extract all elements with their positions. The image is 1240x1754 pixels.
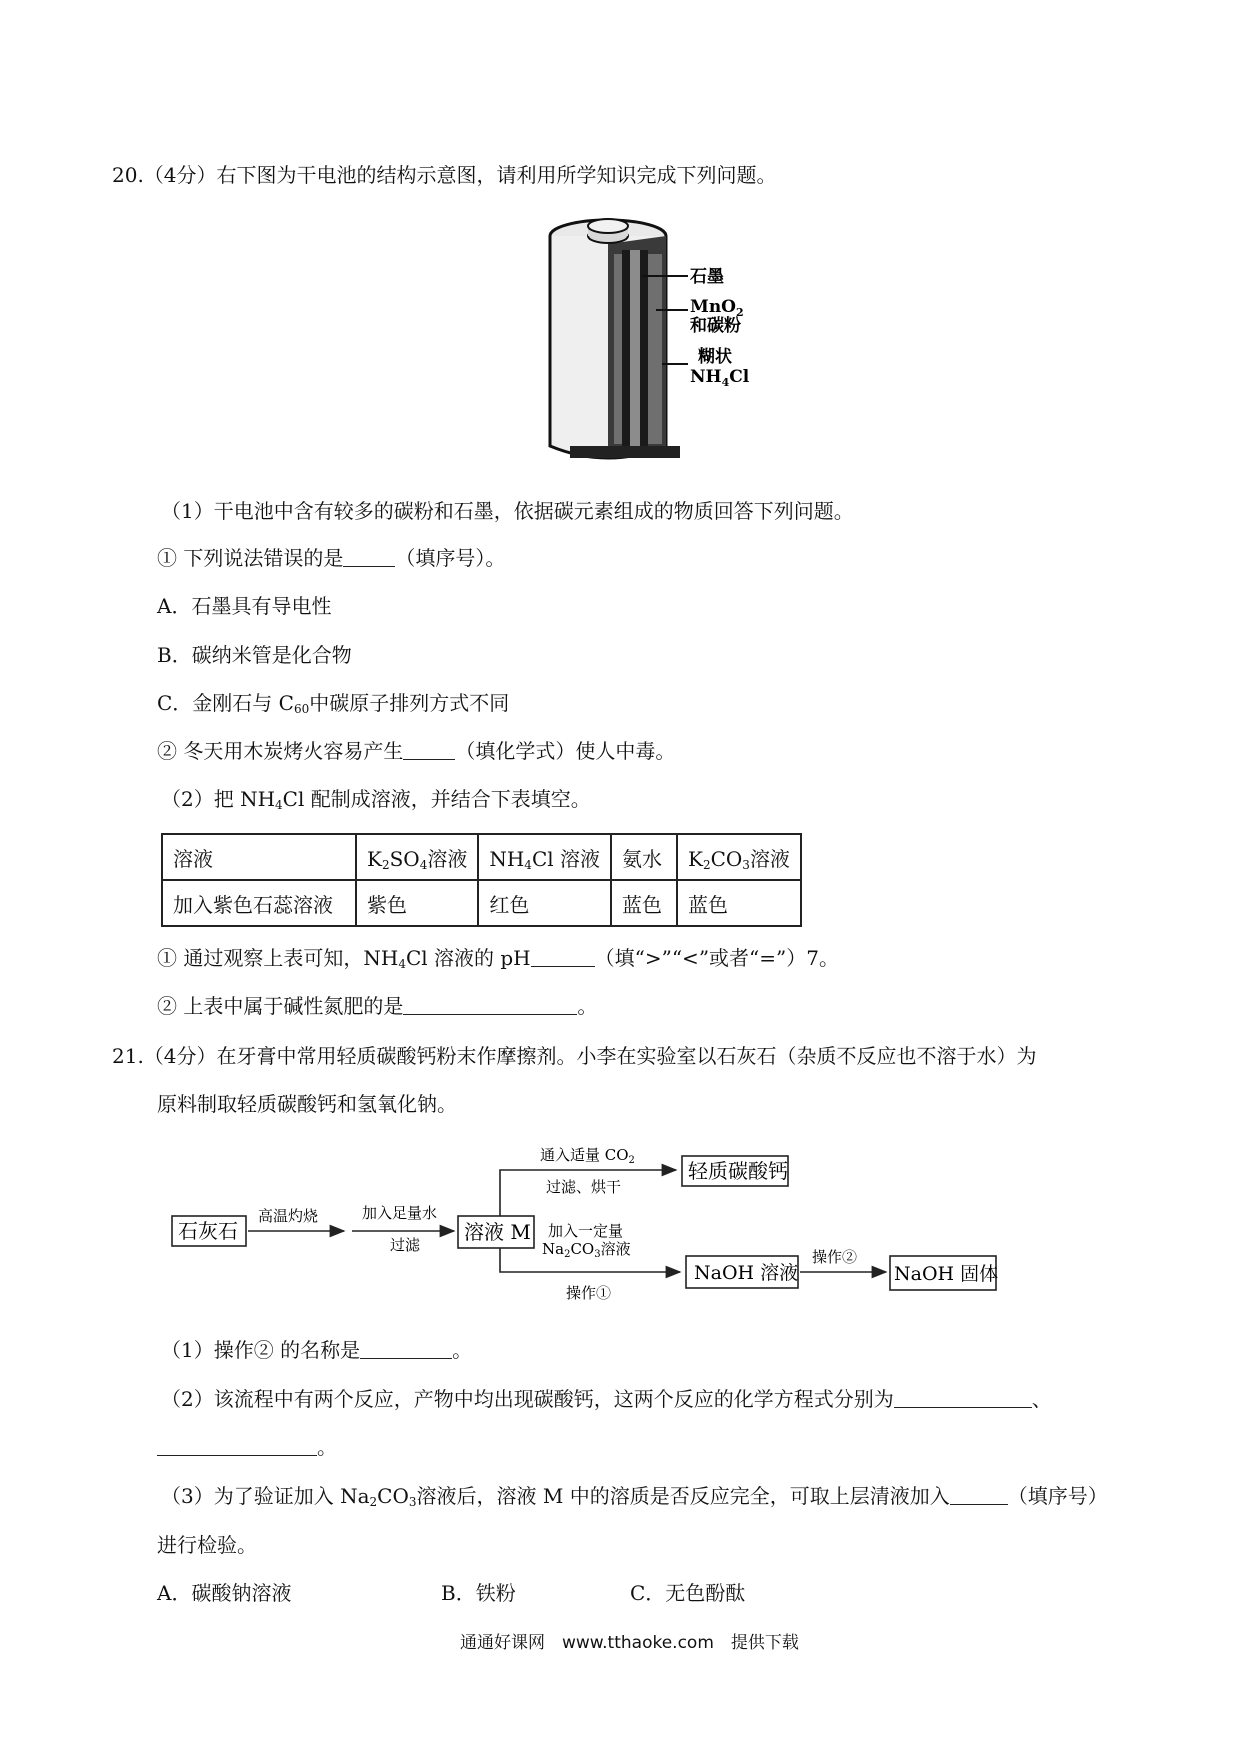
q21-option-c: C．无色酚酞 (630, 1581, 746, 1605)
option-b: B．碳纳米管是化合物 (157, 643, 352, 667)
label-carbon-powder: 和碳粉 (690, 316, 741, 336)
q20-part2-q2: ② 上表中属于碱性氮肥的是 。 (157, 994, 598, 1018)
q20-part2-q1: ① 通过观察上表可知，$NH_4Cl$ 溶液的 pH （填“>”“<”或者“=”）7。 (157, 946, 839, 971)
q20-part1: （1）干电池中含有较多的碳粉和石墨，依据碳元素组成的物质回答下列问题。 (161, 499, 854, 523)
table-cell: 加入紫色石蕊溶液 (162, 880, 356, 926)
q21-title-line2: 原料制取轻质碳酸钙和氢氧化钠。 (157, 1092, 457, 1116)
table-cell: 溶液 (162, 834, 356, 880)
q21-part2: （2）该流程中有两个反应，产物中均出现碳酸钙，这两个反应的化学方程式分别为 、 (161, 1387, 1052, 1411)
table-cell: 紫色 (356, 880, 478, 926)
label-nh4cl: $NH_4Cl$ (690, 367, 750, 389)
table-cell: 红色 (478, 880, 611, 926)
answer-blank[interactable] (360, 1338, 452, 1359)
q20-title: 20.（4分）右下图为干电池的结构示意图，请利用所学知识完成下列问题。 (112, 163, 777, 187)
answer-blank[interactable] (343, 546, 395, 567)
flow-naoh-solid: NaOH 固体 (894, 1263, 999, 1285)
flow-naoh-solution: NaOH 溶液 (694, 1262, 799, 1284)
option-a: A．石墨具有导电性 (157, 594, 332, 618)
q20-part2: （2）把 $NH_4Cl$ 配制成溶液，并结合下表填空。 (161, 787, 591, 812)
process-flow-diagram (168, 1140, 1058, 1310)
table-cell: 蓝色 (611, 880, 677, 926)
flow-calcine: 高温灼烧 (258, 1207, 319, 1225)
flow-limestone: 石灰石 (178, 1219, 238, 1243)
flow-op1: 操作① (566, 1284, 612, 1302)
flow-filter-dry: 过滤、烘干 (546, 1178, 622, 1196)
q21-option-b: B．铁粉 (441, 1581, 516, 1605)
option-c: C．金刚石与 $C_{60}$中碳原子排列方式不同 (157, 691, 510, 716)
flow-op2: 操作② (812, 1248, 858, 1266)
q21-title: 21.（4分）在牙膏中常用轻质碳酸钙粉末作摩擦剂。小李在实验室以石灰石（杂质不反应也不溶于水）为 (112, 1044, 1037, 1068)
table-row (162, 880, 801, 926)
q21-part3: （3）为了验证加入 $Na_2CO_3$溶液后，溶液 M 中的溶质是否反应完全，可取上层清液加入 （填序号） (161, 1484, 1108, 1509)
table-cell: 蓝色 (677, 880, 801, 926)
q20-part1-q1: ① 下列说法错误的是 （填序号）。 (157, 546, 506, 570)
table-cell: $K_2SO_4$溶液 (356, 834, 478, 880)
label-graphite: 石墨 (690, 267, 724, 287)
flow-na2co3: $Na_2CO_3$溶液 (542, 1240, 631, 1260)
label-paste: 糊状 (698, 347, 732, 367)
dry-battery-diagram (530, 214, 770, 474)
q21-part1: （1）操作② 的名称是 。 (161, 1338, 473, 1362)
q21-option-a: A．碳酸钠溶液 (157, 1581, 292, 1605)
answer-blank[interactable] (157, 1435, 317, 1456)
answer-blank[interactable] (894, 1387, 1032, 1408)
flow-filter: 过滤 (390, 1236, 421, 1254)
answer-blank[interactable] (531, 946, 595, 967)
answer-blank[interactable] (950, 1484, 1008, 1505)
flow-add-water: 加入足量水 (362, 1204, 438, 1222)
table-cell: $K_2CO_3$溶液 (677, 834, 801, 880)
answer-blank[interactable] (403, 739, 455, 760)
q21-part2-line2: 。 (157, 1432, 337, 1462)
flow-add-amount: 加入一定量 (548, 1222, 624, 1240)
table-cell: $NH_4Cl$ 溶液 (478, 834, 611, 880)
table-row (162, 834, 801, 880)
label-mno2: MnO$_2$ (690, 297, 744, 319)
flow-light-caco3: 轻质碳酸钙 (688, 1159, 788, 1183)
table-cell: 氨水 (611, 834, 677, 880)
q20-part1-q2: ② 冬天用木炭烤火容易产生 （填化学式）使人中毒。 (157, 739, 676, 763)
answer-blank[interactable] (403, 994, 577, 1015)
flow-solution-m: 溶液 M (464, 1220, 531, 1244)
q21-part3-line2: 进行检验。 (157, 1533, 257, 1557)
page-footer: 通通好课网 www.tthaoke.com 提供下载 (460, 1633, 799, 1653)
litmus-table (161, 833, 802, 927)
flow-co2: 通入适量 $CO_2$ (540, 1146, 635, 1166)
